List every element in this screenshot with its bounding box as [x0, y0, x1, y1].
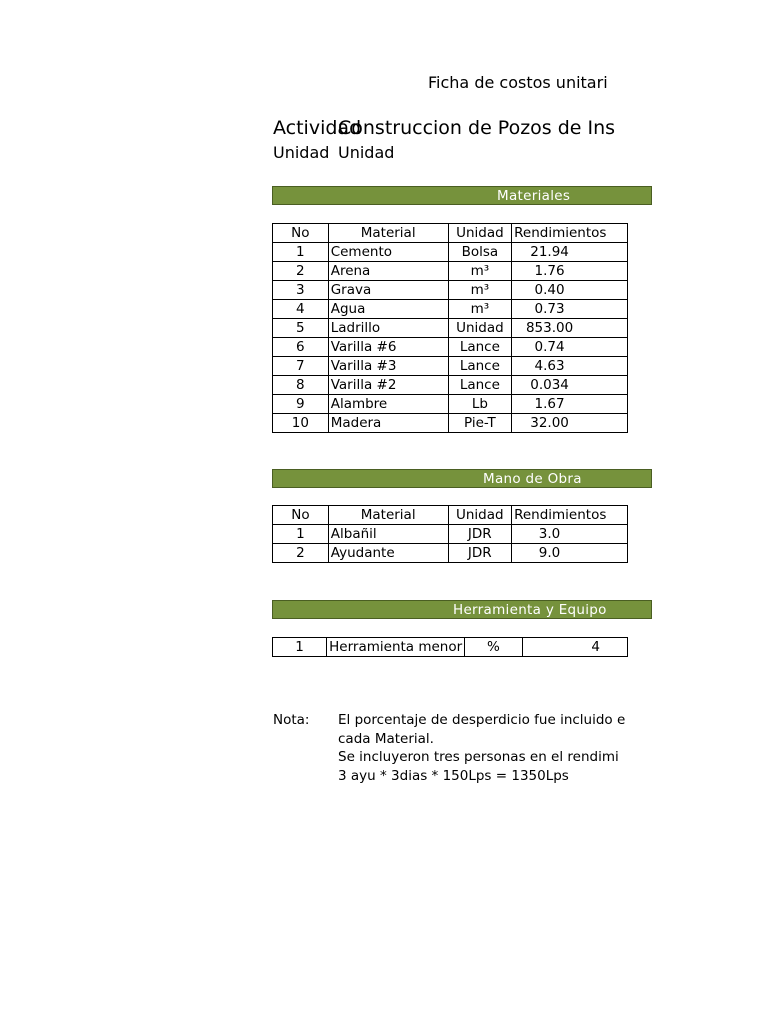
cell-material: Varilla #2 [328, 376, 448, 395]
cell-no: 6 [273, 338, 329, 357]
cell-no: 9 [273, 395, 329, 414]
cell-no: 4 [273, 300, 329, 319]
cell-unidad: Lance [448, 376, 512, 395]
cell-rendimiento: 4.63 [512, 357, 628, 376]
nota-line: cada Material. [338, 731, 434, 747]
cell-rendimiento: 0.73 [512, 300, 628, 319]
cell-no: 2 [273, 544, 329, 563]
cell-unidad: Unidad [448, 319, 512, 338]
materiales-section-header [272, 186, 652, 205]
table-row [273, 281, 628, 300]
table-header-row [273, 506, 628, 525]
cell-unidad: m³ [448, 262, 512, 281]
herramienta-table [272, 637, 628, 657]
cell-no: 1 [273, 638, 327, 657]
column-header-unidad: Unidad [448, 224, 512, 243]
mano-obra-section-header [272, 469, 652, 488]
cell-unidad: m³ [448, 300, 512, 319]
column-header-unidad: Unidad [448, 506, 512, 525]
cell-no: 10 [273, 414, 329, 433]
unidad-label: Unidad [273, 143, 330, 162]
cell-material: Madera [328, 414, 448, 433]
table-row [273, 319, 628, 338]
cell-rendimiento: 0.74 [512, 338, 628, 357]
cell-material: Herramienta menor [327, 638, 465, 657]
cell-rendimiento: 32.00 [512, 414, 628, 433]
materiales-table [272, 223, 628, 433]
column-header-rendimientos: Rendimientos [512, 506, 628, 525]
table-row [273, 243, 628, 262]
table-header-row [273, 224, 628, 243]
table-row [273, 357, 628, 376]
cell-unidad: Lance [448, 357, 512, 376]
cell-unidad: Bolsa [448, 243, 512, 262]
column-header-no: No [273, 506, 329, 525]
herramienta-section-header [272, 600, 652, 619]
cell-rendimiento: 4 [522, 638, 627, 657]
cell-material: Agua [328, 300, 448, 319]
cell-rendimiento: 853.00 [512, 319, 628, 338]
table-row [273, 376, 628, 395]
actividad-label: Actividad [273, 117, 362, 139]
column-header-material: Material [328, 224, 448, 243]
cell-no: 1 [273, 243, 329, 262]
cell-material: Alambre [328, 395, 448, 414]
cell-no: 2 [273, 262, 329, 281]
cell-unidad: m³ [448, 281, 512, 300]
table-row [273, 638, 628, 657]
table-row [273, 525, 628, 544]
cell-material: Albañil [328, 525, 448, 544]
cell-no: 1 [273, 525, 329, 544]
cell-no: 3 [273, 281, 329, 300]
cell-unidad: Lb [448, 395, 512, 414]
mano-obra-section-title: Mano de Obra [483, 471, 582, 487]
cell-rendimiento: 3.0 [512, 525, 628, 544]
cell-material: Ayudante [328, 544, 448, 563]
table-row [273, 338, 628, 357]
mano-obra-table [272, 505, 628, 563]
cell-rendimiento: 0.40 [512, 281, 628, 300]
cell-rendimiento: 1.67 [512, 395, 628, 414]
cell-no: 5 [273, 319, 329, 338]
actividad-value: Construccion de Pozos de Ins [338, 117, 616, 139]
cell-rendimiento: 1.76 [512, 262, 628, 281]
sheet-title: Ficha de costos unitari [428, 73, 608, 92]
table-row [273, 300, 628, 319]
herramienta-section-title: Herramienta y Equipo [453, 602, 607, 618]
unidad-value: Unidad [338, 143, 395, 162]
cell-material: Cemento [328, 243, 448, 262]
cell-rendimiento: 21.94 [512, 243, 628, 262]
nota-line: 3 ayu * 3dias * 150Lps = 1350Lps [338, 768, 569, 784]
cell-rendimiento: 0.034 [512, 376, 628, 395]
cell-rendimiento: 9.0 [512, 544, 628, 563]
column-header-material: Material [328, 506, 448, 525]
nota-label: Nota: [273, 712, 310, 728]
nota-line: Se incluyeron tres personas en el rendimi [338, 749, 619, 765]
table-row [273, 395, 628, 414]
column-header-rendimientos: Rendimientos [512, 224, 628, 243]
materiales-section-title: Materiales [497, 188, 571, 204]
cell-unidad: Lance [448, 338, 512, 357]
cell-no: 8 [273, 376, 329, 395]
cell-unidad: JDR [448, 525, 512, 544]
nota-line: El porcentaje de desperdicio fue incluido e [338, 712, 626, 728]
cell-material: Ladrillo [328, 319, 448, 338]
table-row [273, 414, 628, 433]
cell-unidad: Pie-T [448, 414, 512, 433]
table-row [273, 544, 628, 563]
cell-no: 7 [273, 357, 329, 376]
cell-material: Arena [328, 262, 448, 281]
cell-unidad: % [465, 638, 522, 657]
column-header-no: No [273, 224, 329, 243]
cell-material: Varilla #6 [328, 338, 448, 357]
cell-material: Grava [328, 281, 448, 300]
table-row [273, 262, 628, 281]
cell-material: Varilla #3 [328, 357, 448, 376]
cell-unidad: JDR [448, 544, 512, 563]
